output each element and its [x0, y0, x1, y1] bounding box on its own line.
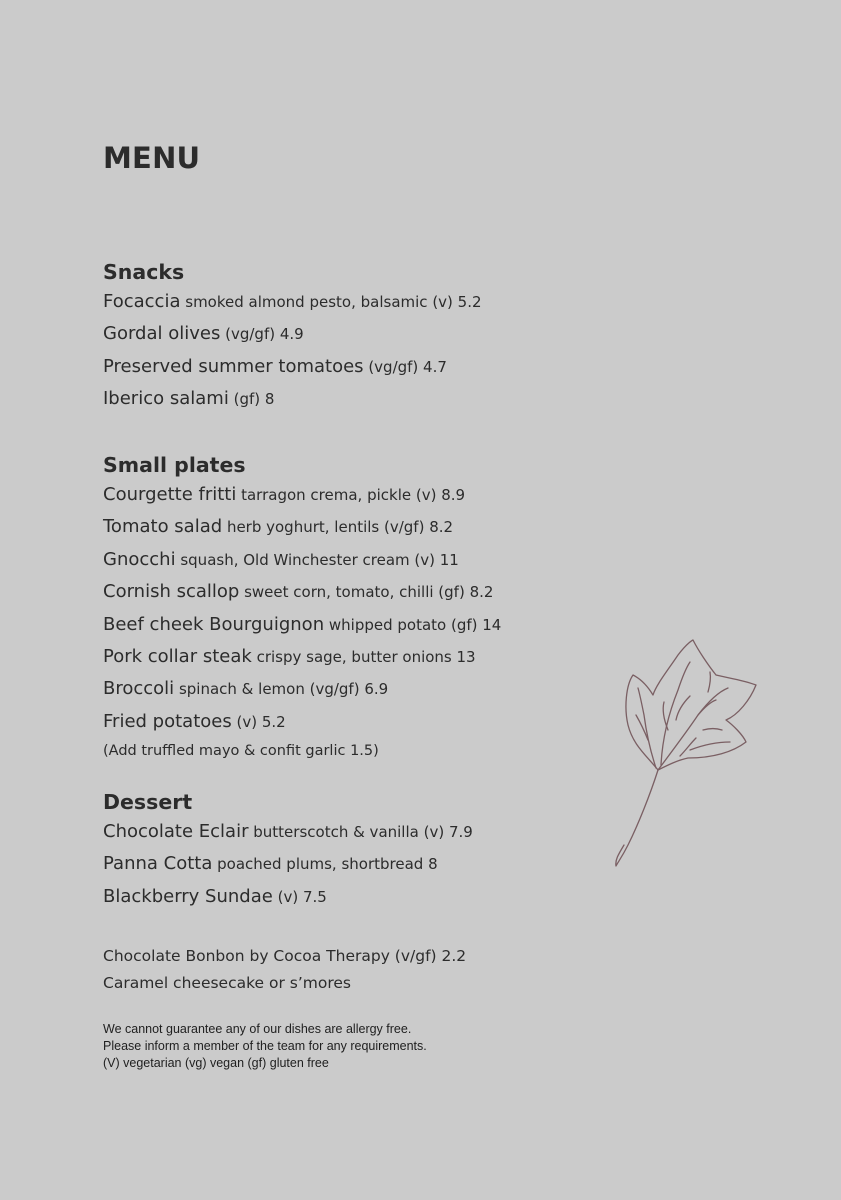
item-desc: squash, Old Winchester cream (v) 11 [175, 550, 459, 569]
item-name: Blackberry Sundae [103, 885, 273, 907]
item-desc: butterscotch & vanilla (v) 7.9 [248, 823, 473, 841]
item-desc: poached plums, shortbread 8 [212, 855, 438, 874]
menu-item [103, 479, 501, 511]
extras-line: Caramel cheesecake or s’mores [103, 974, 352, 992]
item-desc: herb yoghurt, lentils (v/gf) 8.2 [222, 518, 454, 537]
menu-item [103, 544, 501, 576]
item-desc: crispy sage, butter onions 13 [251, 648, 476, 667]
page-title: MENU [103, 141, 201, 175]
section-heading: Small plates [103, 453, 246, 477]
item-desc: (vg/gf) 4.9 [220, 325, 304, 344]
note-line: Please inform a member of the team for any requirements. [103, 1039, 427, 1053]
item-desc: smoked almond pesto, balsamic (v) 5.2 [180, 293, 482, 311]
item-name: Focaccia [103, 291, 181, 312]
menu-item [103, 351, 482, 383]
item-name: Broccoli [103, 678, 175, 700]
allergy-notes [103, 1021, 427, 1072]
menu-item [103, 706, 501, 738]
item-name: Tomato salad [103, 516, 223, 538]
item-name: Gnocchi [103, 548, 176, 570]
menu-item [103, 848, 473, 880]
item-name: Beef cheek Bourguignon [103, 613, 325, 635]
item-name: Preserved summer tomatoes [103, 355, 364, 377]
note-line: We cannot guarantee any of our dishes are allergy free. [103, 1022, 412, 1036]
menu-item [103, 318, 482, 350]
item-name: Chocolate Eclair [103, 821, 249, 842]
item-name: Pork collar steak [103, 646, 252, 668]
item-desc: (gf) 8 [228, 390, 275, 409]
item-desc: sweet corn, tomato, chilli (gf) 8.2 [239, 583, 494, 602]
item-name: Fried potatoes [103, 710, 232, 732]
item-name: Cornish scallop [103, 581, 240, 603]
leaf-icon [598, 630, 768, 880]
menu-item [103, 609, 501, 641]
item-desc: (vg/gf) 4.7 [363, 357, 447, 376]
item-desc: (v) 5.2 [231, 712, 286, 731]
section-heading: Snacks [103, 260, 185, 284]
item-name: Iberico salami [103, 388, 229, 410]
item-desc: (v) 7.5 [272, 887, 327, 906]
item-desc: spinach & lemon (vg/gf) 6.9 [174, 680, 389, 699]
item-desc: tarragon crema, pickle (v) 8.9 [236, 486, 466, 504]
menu-item [103, 383, 482, 415]
section-dessert [103, 788, 473, 913]
extras [103, 943, 466, 997]
menu-item [103, 511, 501, 543]
extras-line: Chocolate Bonbon by Cocoa Therapy (v/gf) 2.2 [103, 947, 467, 965]
note-line: (V) vegetarian (vg) vegan (gf) gluten free [103, 1056, 329, 1070]
menu-item [103, 576, 501, 608]
item-name: Gordal olives [103, 323, 221, 345]
section-heading: Dessert [103, 790, 193, 814]
addon-note: (Add truffled mayo & confit garlic 1.5) [103, 743, 379, 760]
menu-item [103, 881, 473, 913]
section-small-plates [103, 451, 501, 765]
section-snacks [103, 258, 482, 416]
item-name: Panna Cotta [103, 853, 213, 875]
item-desc: whipped potato (gf) 14 [324, 615, 502, 634]
menu-item [103, 286, 482, 318]
menu-item [103, 641, 501, 673]
item-name: Courgette fritti [103, 484, 237, 505]
menu-item [103, 816, 473, 848]
menu-item [103, 673, 501, 705]
